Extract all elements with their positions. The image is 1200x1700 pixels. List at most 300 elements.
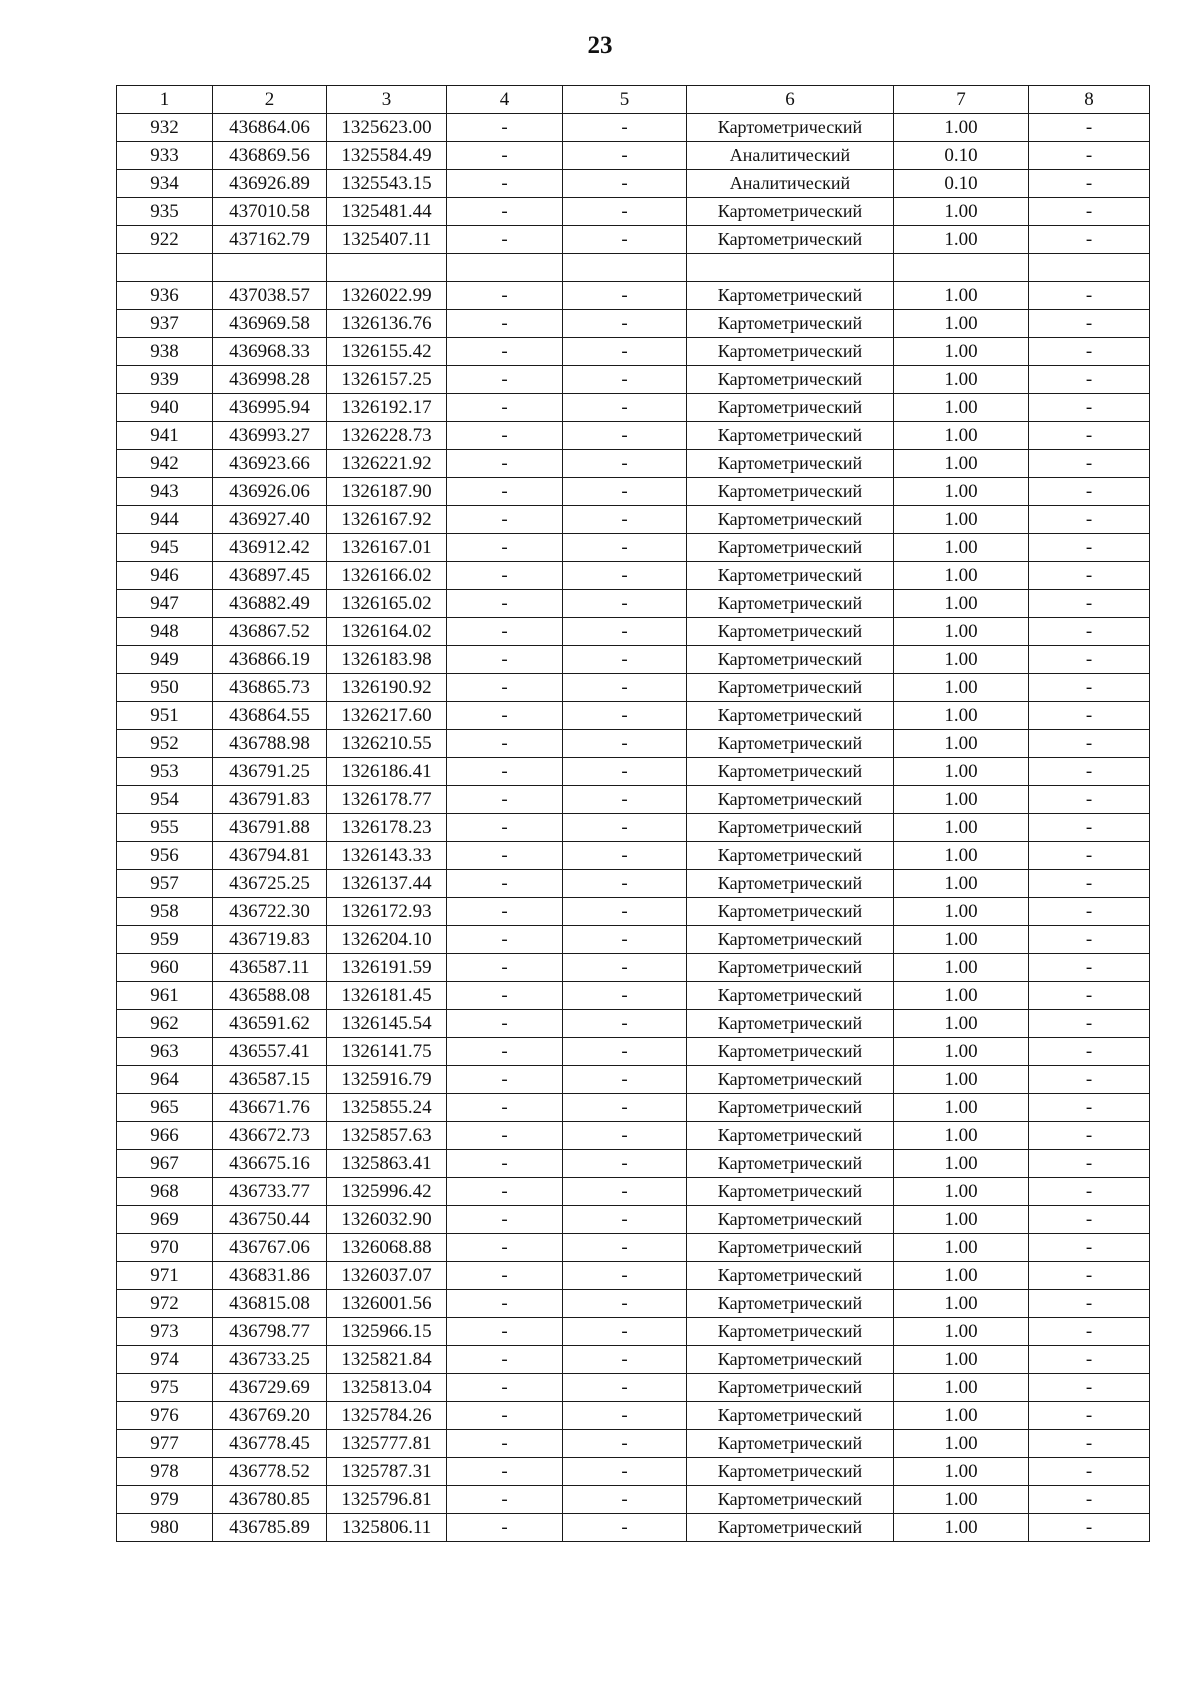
point-number-cell: 940 [117,394,213,422]
column-4-cell: - [447,1066,563,1094]
point-number-cell: 922 [117,226,213,254]
accuracy-cell: 1.00 [894,1094,1029,1122]
column-5-cell: - [563,170,687,198]
x-coordinate-cell: 436993.27 [213,422,327,450]
accuracy-cell: 1.00 [894,198,1029,226]
accuracy-cell: 1.00 [894,366,1029,394]
point-number-cell: 941 [117,422,213,450]
column-8-cell: - [1029,1094,1150,1122]
y-coordinate-cell: 1325796.81 [327,1486,447,1514]
table-header-row [117,86,1150,114]
column-8-cell: - [1029,1122,1150,1150]
table-row [117,562,1150,590]
accuracy-cell: 1.00 [894,394,1029,422]
y-coordinate-cell: 1326210.55 [327,730,447,758]
point-number-cell: 932 [117,114,213,142]
x-coordinate-cell: 437162.79 [213,226,327,254]
y-coordinate-cell: 1325966.15 [327,1318,447,1346]
y-coordinate-cell: 1326167.92 [327,506,447,534]
method-cell: Картометрический [687,702,894,730]
column-8-cell: - [1029,1178,1150,1206]
table-row [117,842,1150,870]
accuracy-cell: 1.00 [894,226,1029,254]
column-4-cell: - [447,478,563,506]
x-coordinate-cell: 436557.41 [213,1038,327,1066]
table-row [117,1318,1150,1346]
method-cell: Картометрический [687,982,894,1010]
column-5-cell: - [563,898,687,926]
column-8-cell: - [1029,870,1150,898]
column-8-cell: - [1029,1010,1150,1038]
accuracy-cell: 1.00 [894,1486,1029,1514]
column-8-cell: - [1029,1038,1150,1066]
column-5-cell: - [563,814,687,842]
column-4-cell: - [447,786,563,814]
column-5-cell: - [563,1122,687,1150]
column-5-cell: - [563,1094,687,1122]
point-number-cell: 952 [117,730,213,758]
method-cell [687,254,894,282]
column-5-cell: - [563,1402,687,1430]
column-8-cell: - [1029,1066,1150,1094]
column-8-cell: - [1029,898,1150,926]
table-row [117,1206,1150,1234]
x-coordinate-cell: 436969.58 [213,310,327,338]
table-row [117,254,1150,282]
x-coordinate-cell: 436926.06 [213,478,327,506]
table-row [117,954,1150,982]
method-cell: Картометрический [687,674,894,702]
x-coordinate-cell: 436788.98 [213,730,327,758]
column-4-cell: - [447,1150,563,1178]
method-cell: Картометрический [687,1262,894,1290]
point-number-cell: 979 [117,1486,213,1514]
point-number-cell: 947 [117,590,213,618]
method-cell: Картометрический [687,1038,894,1066]
method-cell: Картометрический [687,1234,894,1262]
column-4-cell: - [447,366,563,394]
column-5-cell: - [563,702,687,730]
accuracy-cell [894,254,1029,282]
table-row [117,926,1150,954]
y-coordinate-cell: 1326191.59 [327,954,447,982]
x-coordinate-cell: 436897.45 [213,562,327,590]
method-cell: Картометрический [687,1206,894,1234]
x-coordinate-cell: 436882.49 [213,590,327,618]
x-coordinate-cell: 436995.94 [213,394,327,422]
accuracy-cell: 1.00 [894,730,1029,758]
column-header: 4 [447,86,563,114]
method-cell: Картометрический [687,310,894,338]
y-coordinate-cell: 1326204.10 [327,926,447,954]
column-4-cell: - [447,114,563,142]
column-5-cell: - [563,870,687,898]
column-4-cell: - [447,1430,563,1458]
column-4-cell: - [447,674,563,702]
column-5-cell: - [563,758,687,786]
column-5-cell: - [563,1178,687,1206]
column-5-cell: - [563,1038,687,1066]
accuracy-cell: 1.00 [894,534,1029,562]
y-coordinate-cell: 1326143.33 [327,842,447,870]
column-4-cell: - [447,562,563,590]
method-cell: Картометрический [687,618,894,646]
point-number-cell: 933 [117,142,213,170]
point-number-cell: 971 [117,1262,213,1290]
y-coordinate-cell: 1326136.76 [327,310,447,338]
column-4-cell: - [447,730,563,758]
point-number-cell: 944 [117,506,213,534]
column-8-cell: - [1029,394,1150,422]
column-8-cell: - [1029,1206,1150,1234]
column-5-cell: - [563,618,687,646]
column-5-cell: - [563,1346,687,1374]
y-coordinate-cell: 1325777.81 [327,1430,447,1458]
x-coordinate-cell [213,254,327,282]
x-coordinate-cell: 436785.89 [213,1514,327,1542]
y-coordinate-cell: 1325784.26 [327,1402,447,1430]
point-number-cell: 968 [117,1178,213,1206]
point-number-cell: 973 [117,1318,213,1346]
y-coordinate-cell: 1326183.98 [327,646,447,674]
column-4-cell: - [447,1486,563,1514]
x-coordinate-cell: 436725.25 [213,870,327,898]
accuracy-cell: 1.00 [894,506,1029,534]
method-cell: Картометрический [687,1150,894,1178]
table-row [117,1346,1150,1374]
method-cell: Картометрический [687,926,894,954]
method-cell: Картометрический [687,338,894,366]
table-row [117,1514,1150,1542]
column-5-cell: - [563,1150,687,1178]
column-5-cell: - [563,1430,687,1458]
column-4-cell: - [447,1318,563,1346]
x-coordinate-cell: 436831.86 [213,1262,327,1290]
accuracy-cell: 1.00 [894,1010,1029,1038]
column-5-cell: - [563,1234,687,1262]
column-8-cell: - [1029,310,1150,338]
column-8-cell: - [1029,926,1150,954]
accuracy-cell: 1.00 [894,1346,1029,1374]
column-8-cell: - [1029,954,1150,982]
method-cell: Картометрический [687,422,894,450]
column-5-cell: - [563,562,687,590]
column-4-cell: - [447,1178,563,1206]
column-5-cell: - [563,338,687,366]
y-coordinate-cell: 1326155.42 [327,338,447,366]
point-number-cell: 951 [117,702,213,730]
column-5-cell [563,254,687,282]
column-8-cell: - [1029,842,1150,870]
x-coordinate-cell: 436864.06 [213,114,327,142]
table-row [117,786,1150,814]
point-number-cell: 972 [117,1290,213,1318]
accuracy-cell: 1.00 [894,310,1029,338]
y-coordinate-cell: 1325996.42 [327,1178,447,1206]
y-coordinate-cell: 1326221.92 [327,450,447,478]
column-5-cell: - [563,1262,687,1290]
accuracy-cell: 1.00 [894,786,1029,814]
column-4-cell: - [447,338,563,366]
y-coordinate-cell: 1326192.17 [327,394,447,422]
column-5-cell: - [563,1486,687,1514]
method-cell: Аналитический [687,170,894,198]
y-coordinate-cell [327,254,447,282]
method-cell: Картометрический [687,450,894,478]
point-number-cell: 961 [117,982,213,1010]
column-8-cell: - [1029,506,1150,534]
x-coordinate-cell: 436791.83 [213,786,327,814]
y-coordinate-cell: 1325481.44 [327,198,447,226]
y-coordinate-cell: 1325821.84 [327,1346,447,1374]
table-row [117,730,1150,758]
x-coordinate-cell: 436780.85 [213,1486,327,1514]
point-number-cell: 980 [117,1514,213,1542]
x-coordinate-cell: 436998.28 [213,366,327,394]
y-coordinate-cell: 1326165.02 [327,590,447,618]
column-4-cell: - [447,1290,563,1318]
column-8-cell: - [1029,1458,1150,1486]
column-4-cell: - [447,1514,563,1542]
column-8-cell: - [1029,422,1150,450]
column-4-cell: - [447,282,563,310]
column-8-cell: - [1029,562,1150,590]
column-8-cell: - [1029,338,1150,366]
method-cell: Картометрический [687,870,894,898]
method-cell: Картометрический [687,1346,894,1374]
point-number-cell: 950 [117,674,213,702]
accuracy-cell: 1.00 [894,954,1029,982]
column-4-cell: - [447,590,563,618]
method-cell: Картометрический [687,1066,894,1094]
method-cell: Картометрический [687,786,894,814]
x-coordinate-cell: 436767.06 [213,1234,327,1262]
y-coordinate-cell: 1325543.15 [327,170,447,198]
accuracy-cell: 1.00 [894,1178,1029,1206]
page-number: 23 [587,32,613,59]
point-number-cell: 946 [117,562,213,590]
column-4-cell: - [447,1402,563,1430]
x-coordinate-cell: 437010.58 [213,198,327,226]
method-cell: Картометрический [687,1514,894,1542]
column-4-cell: - [447,1234,563,1262]
column-8-cell: - [1029,1402,1150,1430]
accuracy-cell: 1.00 [894,1402,1029,1430]
accuracy-cell: 1.00 [894,1234,1029,1262]
table-row [117,1094,1150,1122]
method-cell: Картометрический [687,1486,894,1514]
column-8-cell: - [1029,1430,1150,1458]
point-number-cell: 956 [117,842,213,870]
accuracy-cell: 1.00 [894,674,1029,702]
accuracy-cell: 1.00 [894,982,1029,1010]
column-5-cell: - [563,954,687,982]
accuracy-cell: 1.00 [894,1374,1029,1402]
point-number-cell: 975 [117,1374,213,1402]
column-5-cell: - [563,1458,687,1486]
y-coordinate-cell: 1326137.44 [327,870,447,898]
column-8-cell: - [1029,478,1150,506]
column-8-cell: - [1029,730,1150,758]
table-row [117,1038,1150,1066]
table-row [117,1066,1150,1094]
column-8-cell: - [1029,1374,1150,1402]
column-5-cell: - [563,422,687,450]
column-5-cell: - [563,226,687,254]
point-number-cell: 948 [117,618,213,646]
table-row [117,1262,1150,1290]
column-5-cell: - [563,1318,687,1346]
point-number-cell: 978 [117,1458,213,1486]
column-5-cell: - [563,786,687,814]
column-5-cell: - [563,534,687,562]
column-5-cell: - [563,1290,687,1318]
x-coordinate-cell: 436791.88 [213,814,327,842]
x-coordinate-cell: 436769.20 [213,1402,327,1430]
point-number-cell: 945 [117,534,213,562]
method-cell: Картометрический [687,114,894,142]
table-row [117,478,1150,506]
point-number-cell: 962 [117,1010,213,1038]
column-5-cell: - [563,674,687,702]
point-number-cell: 965 [117,1094,213,1122]
point-number-cell: 935 [117,198,213,226]
point-number-cell: 966 [117,1122,213,1150]
column-4-cell: - [447,842,563,870]
column-8-cell: - [1029,142,1150,170]
y-coordinate-cell: 1326186.41 [327,758,447,786]
x-coordinate-cell: 436867.52 [213,618,327,646]
table-row [117,142,1150,170]
column-5-cell: - [563,842,687,870]
accuracy-cell: 1.00 [894,1122,1029,1150]
column-5-cell: - [563,1374,687,1402]
column-5-cell: - [563,1066,687,1094]
column-header: 5 [563,86,687,114]
column-8-cell: - [1029,534,1150,562]
method-cell: Картометрический [687,646,894,674]
y-coordinate-cell: 1326001.56 [327,1290,447,1318]
column-5-cell: - [563,310,687,338]
x-coordinate-cell: 436912.42 [213,534,327,562]
x-coordinate-cell: 436866.19 [213,646,327,674]
column-8-cell: - [1029,590,1150,618]
column-4-cell: - [447,1010,563,1038]
column-5-cell: - [563,142,687,170]
table-row [117,1150,1150,1178]
table-row [117,282,1150,310]
y-coordinate-cell: 1325855.24 [327,1094,447,1122]
method-cell: Картометрический [687,1010,894,1038]
column-5-cell: - [563,282,687,310]
column-header: 3 [327,86,447,114]
method-cell: Картометрический [687,506,894,534]
y-coordinate-cell: 1326022.99 [327,282,447,310]
point-number-cell: 953 [117,758,213,786]
column-4-cell: - [447,1374,563,1402]
table-row [117,1374,1150,1402]
coordinates-table [116,85,1150,1542]
table-row [117,198,1150,226]
column-8-cell: - [1029,982,1150,1010]
accuracy-cell: 1.00 [894,870,1029,898]
accuracy-cell: 1.00 [894,1150,1029,1178]
method-cell: Картометрический [687,1178,894,1206]
method-cell: Картометрический [687,366,894,394]
x-coordinate-cell: 436794.81 [213,842,327,870]
table-row [117,674,1150,702]
column-4-cell: - [447,226,563,254]
point-number-cell: 955 [117,814,213,842]
accuracy-cell: 1.00 [894,758,1029,786]
y-coordinate-cell: 1325806.11 [327,1514,447,1542]
table-row [117,590,1150,618]
accuracy-cell: 1.00 [894,842,1029,870]
column-8-cell: - [1029,198,1150,226]
x-coordinate-cell: 436923.66 [213,450,327,478]
point-number-cell: 943 [117,478,213,506]
x-coordinate-cell: 436864.55 [213,702,327,730]
accuracy-cell: 1.00 [894,1290,1029,1318]
column-5-cell: - [563,1514,687,1542]
table-row [117,1010,1150,1038]
point-number-cell: 954 [117,786,213,814]
column-8-cell: - [1029,1318,1150,1346]
column-header: 7 [894,86,1029,114]
method-cell: Картометрический [687,1374,894,1402]
x-coordinate-cell: 436733.25 [213,1346,327,1374]
x-coordinate-cell: 437038.57 [213,282,327,310]
table-row [117,366,1150,394]
column-5-cell: - [563,646,687,674]
y-coordinate-cell: 1325813.04 [327,1374,447,1402]
method-cell: Картометрический [687,534,894,562]
table-row [117,450,1150,478]
column-4-cell: - [447,926,563,954]
y-coordinate-cell: 1326217.60 [327,702,447,730]
column-header: 2 [213,86,327,114]
accuracy-cell: 0.10 [894,142,1029,170]
column-5-cell: - [563,730,687,758]
y-coordinate-cell: 1325863.41 [327,1150,447,1178]
column-8-cell: - [1029,282,1150,310]
x-coordinate-cell: 436791.25 [213,758,327,786]
point-number-cell: 934 [117,170,213,198]
column-8-cell: - [1029,702,1150,730]
column-8-cell [1029,254,1150,282]
table-row [117,310,1150,338]
y-coordinate-cell: 1325787.31 [327,1458,447,1486]
accuracy-cell: 1.00 [894,590,1029,618]
accuracy-cell: 1.00 [894,646,1029,674]
table-row [117,1458,1150,1486]
accuracy-cell: 1.00 [894,338,1029,366]
column-8-cell: - [1029,1346,1150,1374]
y-coordinate-cell: 1326068.88 [327,1234,447,1262]
x-coordinate-cell: 436778.45 [213,1430,327,1458]
method-cell: Картометрический [687,590,894,618]
column-8-cell: - [1029,170,1150,198]
method-cell: Картометрический [687,562,894,590]
column-8-cell: - [1029,226,1150,254]
column-8-cell: - [1029,366,1150,394]
accuracy-cell: 1.00 [894,814,1029,842]
method-cell: Картометрический [687,198,894,226]
table-row [117,506,1150,534]
column-4-cell: - [447,170,563,198]
column-5-cell: - [563,450,687,478]
x-coordinate-cell: 436869.56 [213,142,327,170]
